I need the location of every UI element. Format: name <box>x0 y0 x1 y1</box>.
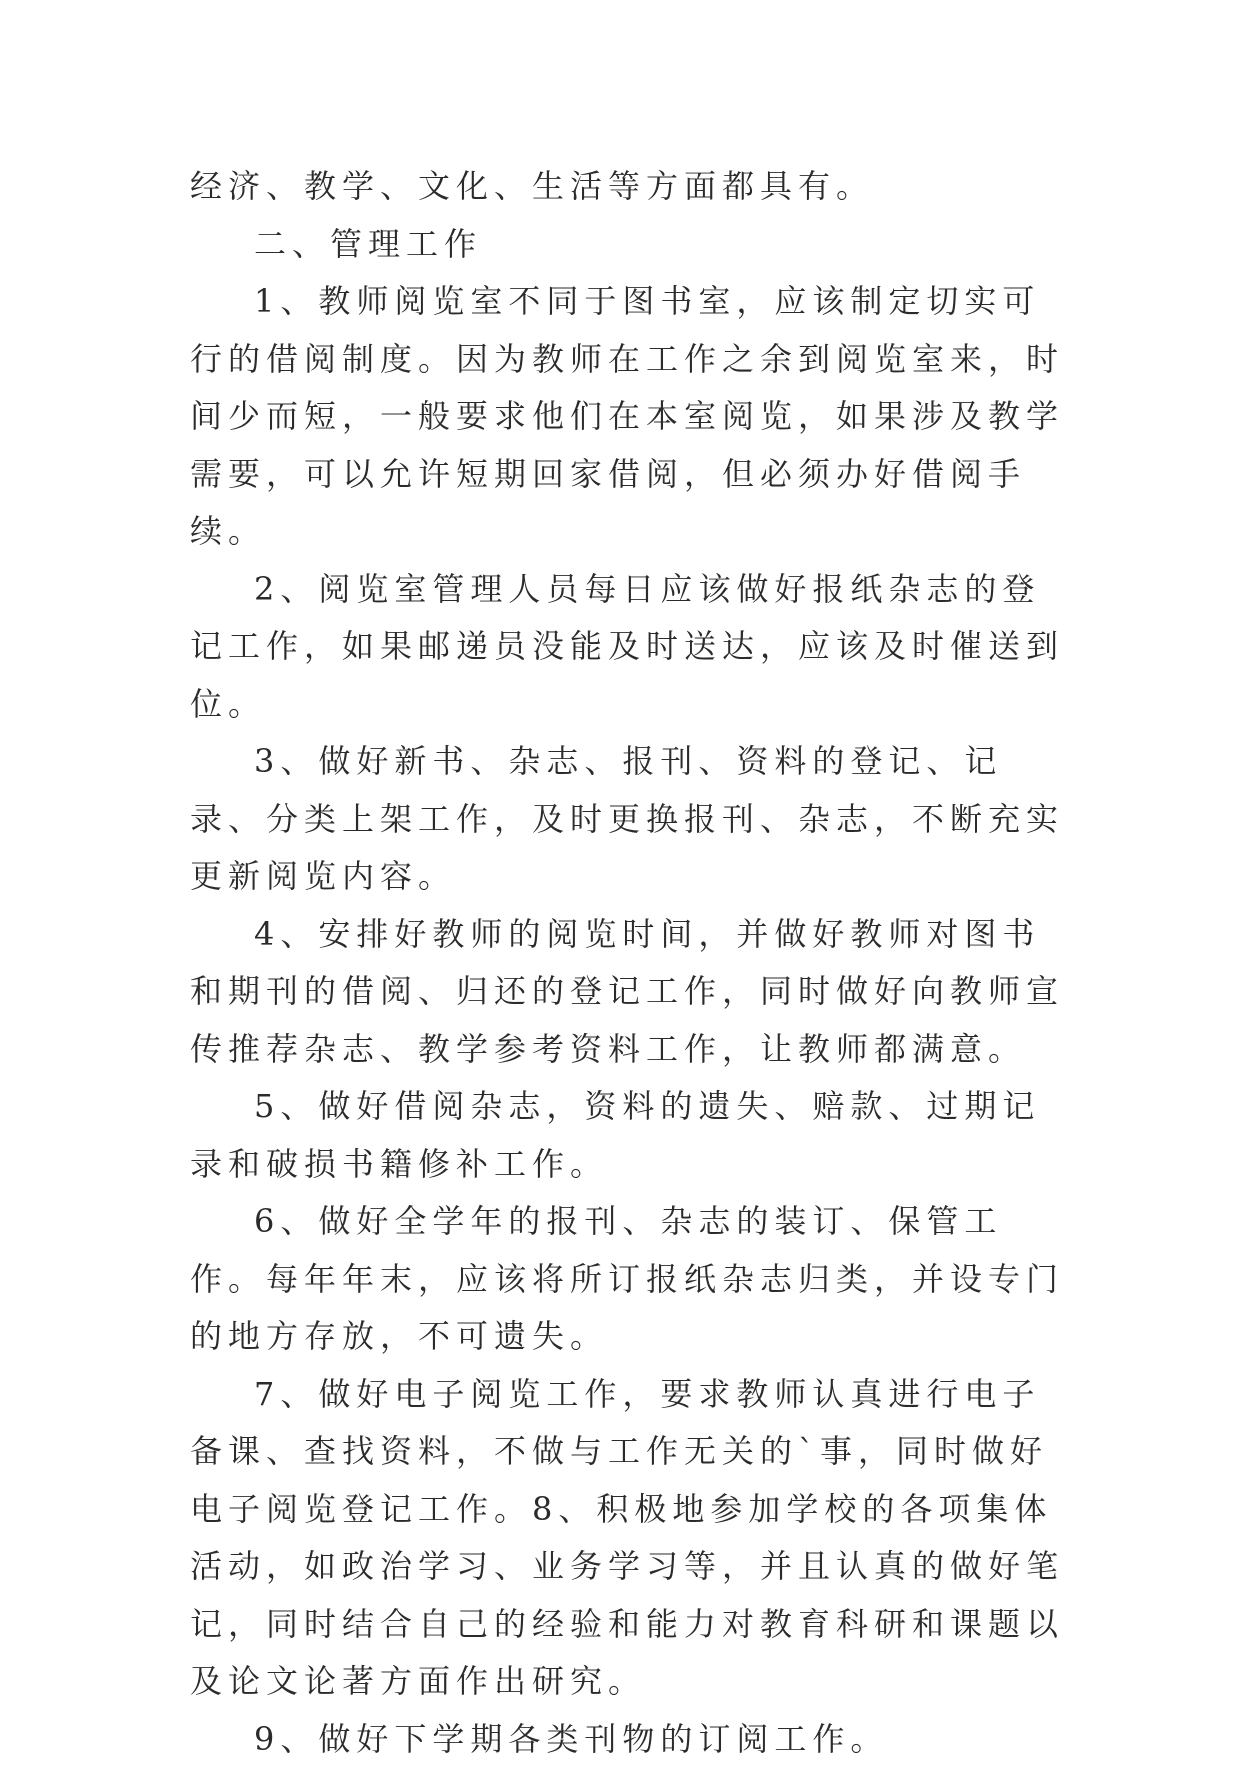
paragraph-intro-tail: 经济、教学、文化、生活等方面都具有。 <box>190 158 1070 216</box>
paragraph-item-2: 2、阅览室管理人员每日应该做好报纸杂志的登记工作，如果邮递员没能及时送达，应该及时催送到位。 <box>190 561 1070 734</box>
paragraph-item-4: 4、安排好教师的阅览时间，并做好教师对图书和期刊的借阅、归还的登记工作，同时做好向教师宣传推荐杂志、教学参考资料工作，让教师都满意。 <box>190 906 1070 1079</box>
paragraph-item-6: 6、做好全学年的报刊、杂志的装订、保管工作。每年年末，应该将所订报纸杂志归类，并设专门的地方存放，不可遗失。 <box>190 1193 1070 1366</box>
section-heading-management: 二、管理工作 <box>190 216 1070 274</box>
paragraph-item-3: 3、做好新书、杂志、报刊、资料的登记、记录、分类上架工作，及时更换报刊、杂志，不断充实更新阅览内容。 <box>190 733 1070 906</box>
document-body <box>190 158 1070 1768</box>
paragraph-item-5: 5、做好借阅杂志，资料的遗失、赔款、过期记录和破损书籍修补工作。 <box>190 1078 1070 1193</box>
paragraph-item-7-8: 7、做好电子阅览工作，要求教师认真进行电子备课、查找资料，不做与工作无关的`事，同时做好电子阅览登记工作。8、积极地参加学校的各项集体活动，如政治学习、业务学习等，并且认真的做好笔记，同时结合自己的经验和能力对教育科研和课题以及论文论著方面作出研究。 <box>190 1366 1070 1711</box>
paragraph-item-9: 9、做好下学期各类刊物的订阅工作。 <box>190 1711 1070 1768</box>
paragraph-item-1: 1、教师阅览室不同于图书室，应该制定切实可行的借阅制度。因为教师在工作之余到阅览室来，时间少而短，一般要求他们在本室阅览，如果涉及教学需要，可以允许短期回家借阅，但必须办好借阅手续。 <box>190 273 1070 561</box>
